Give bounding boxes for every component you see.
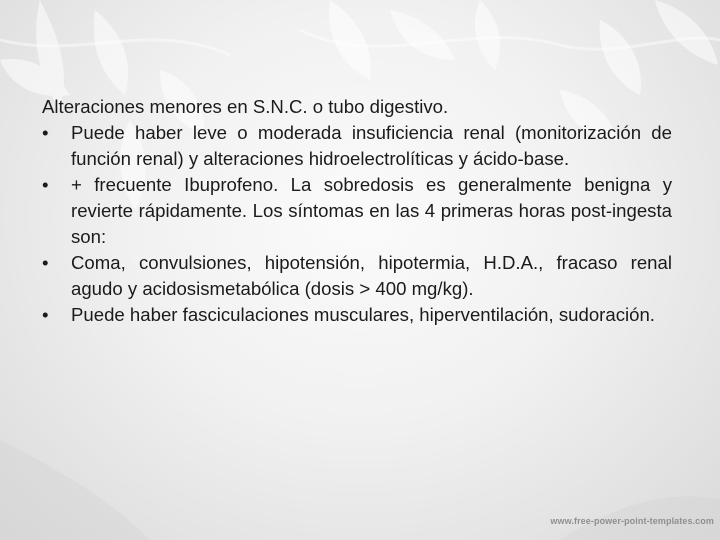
bullet-text: Coma, convulsiones, hipotensión, hipotermia, H.D.A., fracaso renal agudo y acidosismetabólica (dosis > 400 mg/kg). [71,252,672,299]
watermark: www.free-power-point-templates.com [550,516,714,526]
bullet-item [42,172,672,250]
bullet-item [42,302,672,328]
bullet-list [42,120,672,328]
bullet-text: Puede haber fasciculaciones musculares, hiperventilación, sudoración. [71,304,655,325]
bullet-mark: • [42,174,49,195]
slide-content [42,94,672,328]
bullet-text: Puede haber leve o moderada insuficiencia renal (monitorización de función renal) y alteraciones hidroelectrolíticas y ácido-base. [71,122,672,169]
bullet-item [42,120,672,172]
bullet-mark: • [42,304,49,325]
bullet-mark: • [42,122,49,143]
slide-heading: Alteraciones menores en S.N.C. o tubo digestivo. [42,96,449,117]
bullet-text: + frecuente Ibuprofeno. La sobredosis es generalmente benigna y revierte rápidamente. Los síntomas en las 4 primeras horas post-ingesta son: [71,174,672,247]
bullet-mark: • [42,252,49,273]
bullet-item [42,250,672,302]
